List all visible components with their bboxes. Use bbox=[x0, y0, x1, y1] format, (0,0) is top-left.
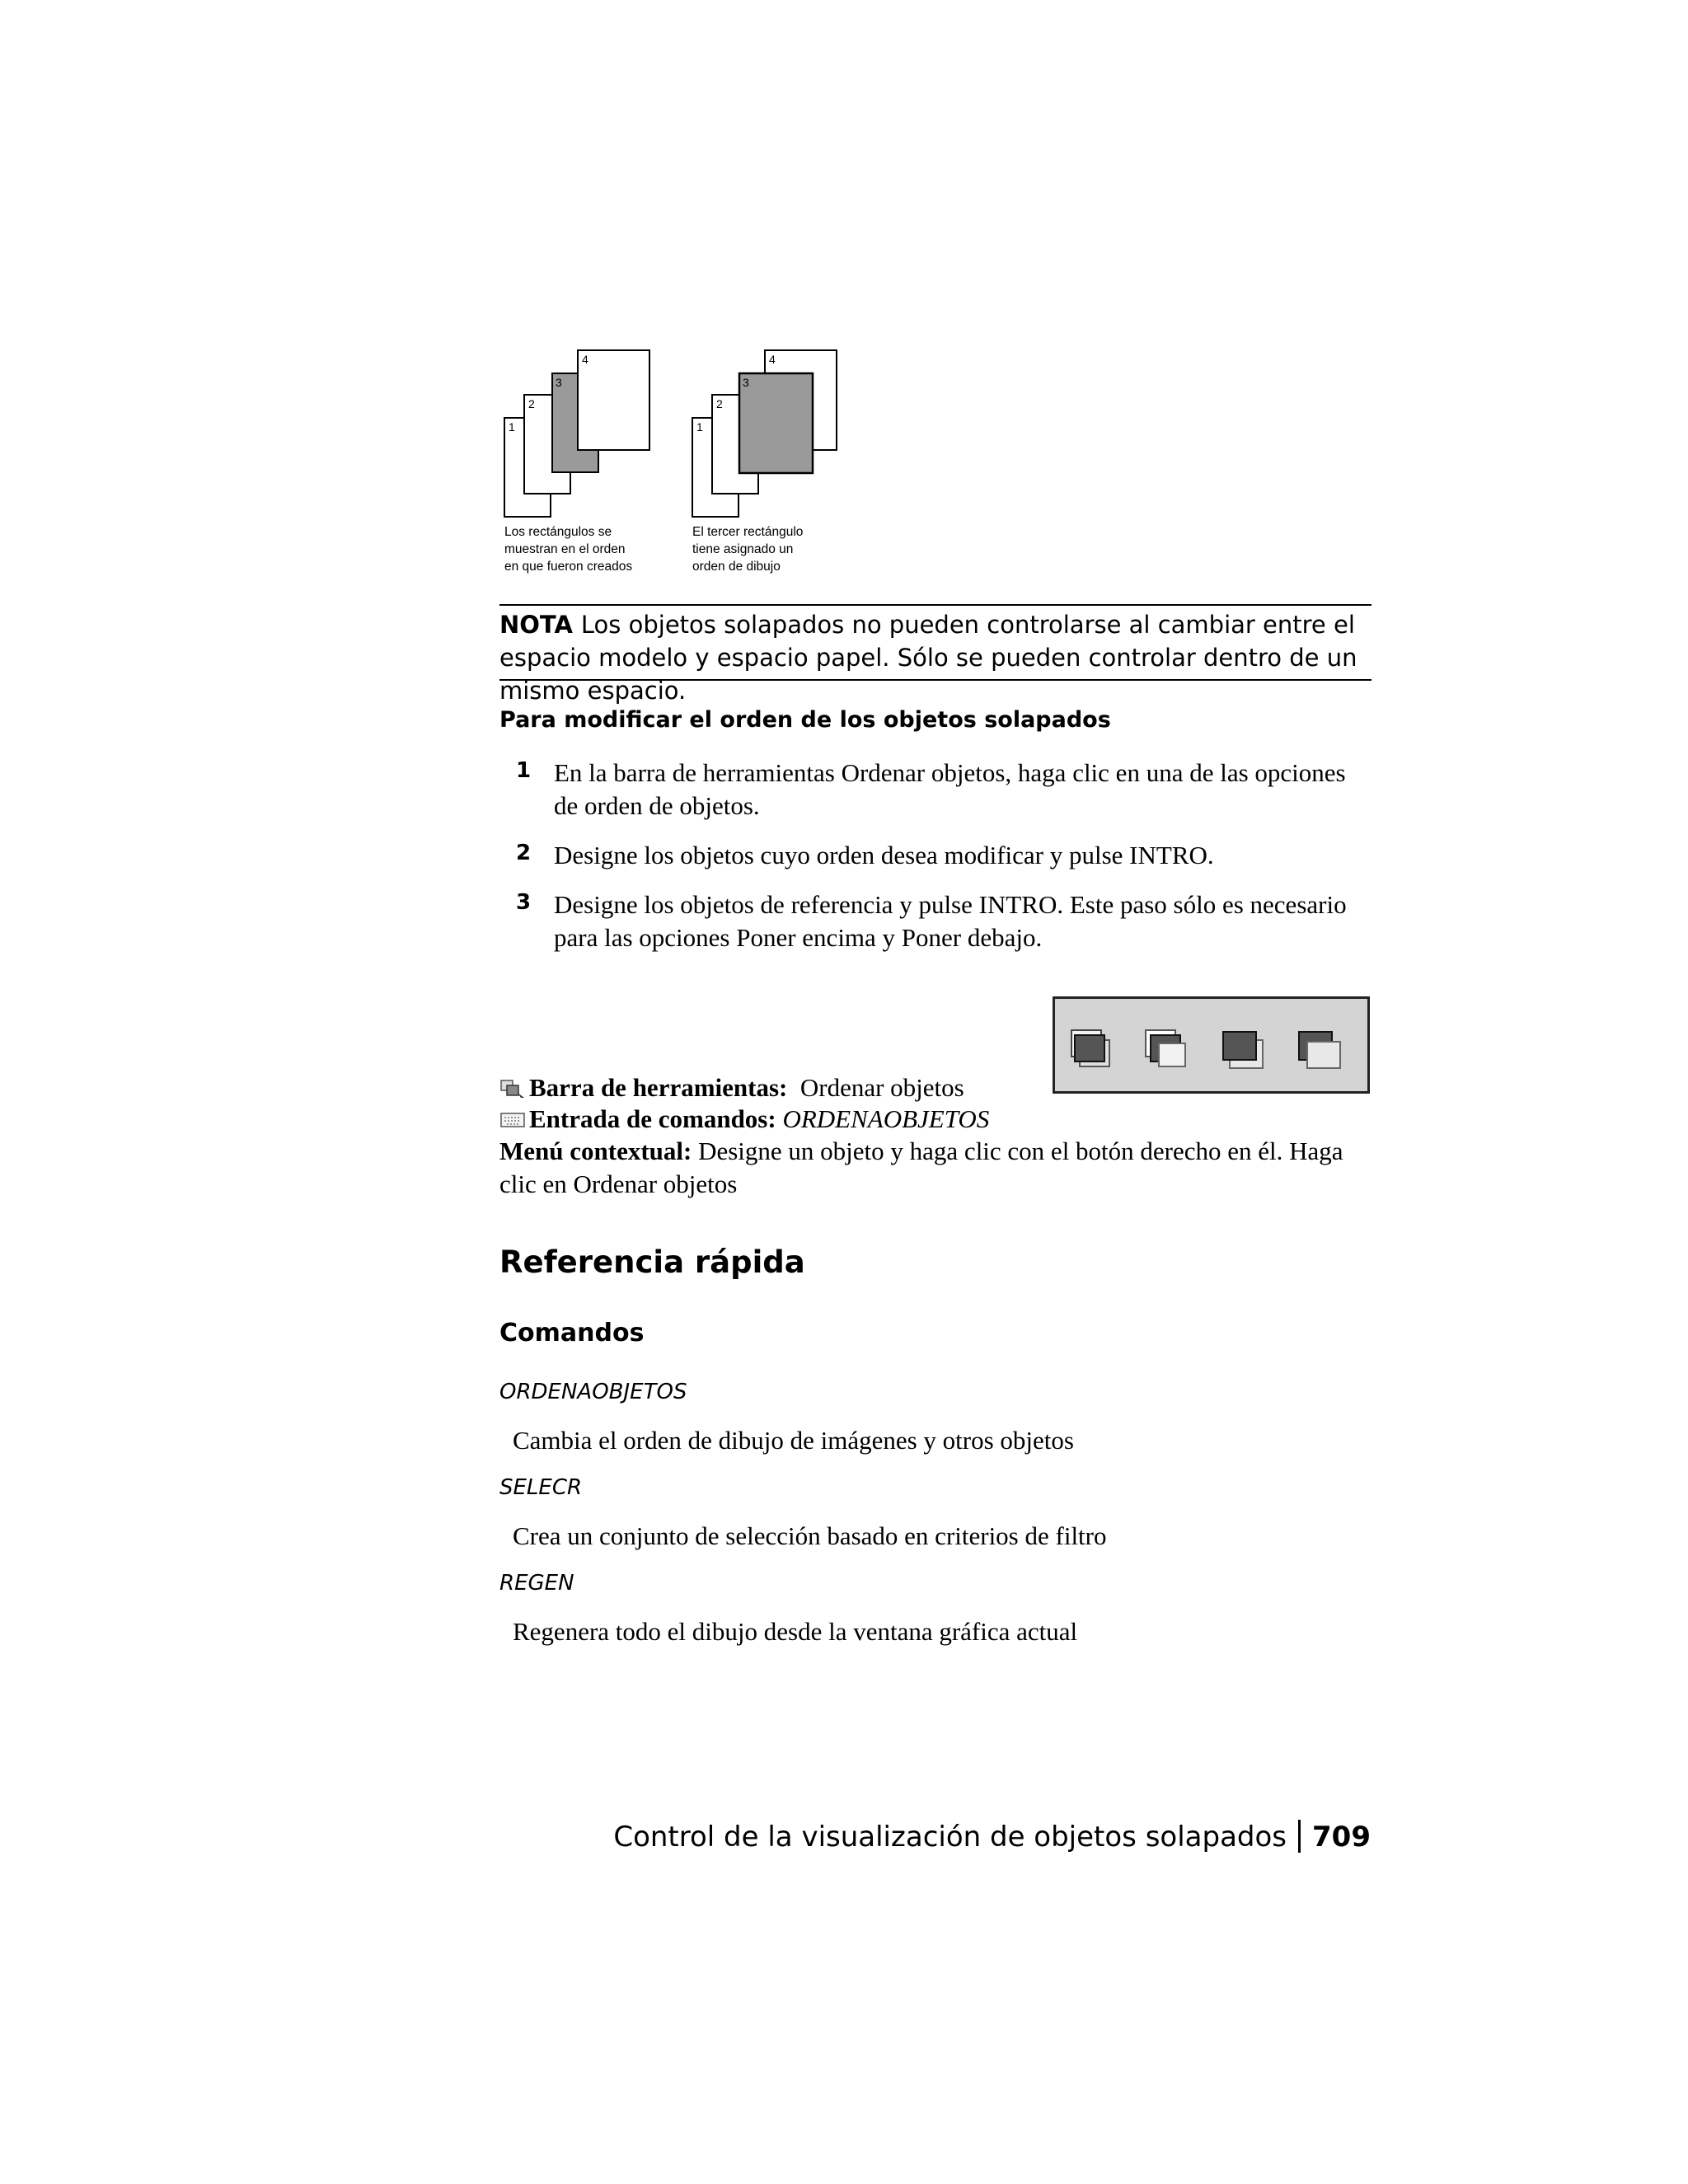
command-name: SELECR bbox=[499, 1475, 583, 1500]
command-description: Cambia el orden de dibujo de imágenes y otros objetos bbox=[513, 1426, 1074, 1455]
keyboard-icon bbox=[499, 1109, 526, 1131]
command-name: REGEN bbox=[499, 1571, 574, 1596]
toolbar-label: Barra de herramientas: bbox=[529, 1073, 788, 1102]
left-num-3: 3 bbox=[556, 376, 562, 389]
left-num-4: 4 bbox=[582, 353, 588, 366]
step-text: En la barra de herramientas Ordenar objetos, haga clic en una de las opciones de orden de objetos. bbox=[554, 758, 1346, 820]
figure-caption-left: Los rectángulos se muestran en el orden en que fueron creados bbox=[504, 525, 633, 574]
right-num-3: 3 bbox=[743, 376, 749, 389]
note-top-rule bbox=[499, 604, 1372, 606]
note-label: NOTA bbox=[499, 611, 573, 639]
figure-caption-right: El tercer rectángulo tiene asignado un orden de dibujo bbox=[692, 525, 804, 574]
draw-order-figure bbox=[495, 342, 874, 589]
commands-title: Comandos bbox=[499, 1319, 645, 1347]
procedure-step bbox=[499, 757, 1373, 823]
footer-title: Control de la visualización de objetos solapados bbox=[613, 1821, 1287, 1854]
toolbar-icon bbox=[499, 1078, 526, 1099]
step-number: 3 bbox=[516, 890, 532, 915]
context-label: Menú contextual: bbox=[499, 1137, 692, 1165]
page-number: 709 bbox=[1312, 1821, 1371, 1854]
right-num-2: 2 bbox=[716, 397, 723, 410]
context-value: Designe un objeto y haga clic con el botón derecho en él. Haga clic en Ordenar objetos bbox=[499, 1137, 1343, 1198]
left-rect-4 bbox=[578, 350, 649, 450]
bring-to-front-icon[interactable] bbox=[1071, 1030, 1109, 1066]
note-text: Los objetos solapados no pueden controlarse al cambiar entre el espacio modelo y espacio papel. Sólo se pueden controlar dentro de un mismo espacio. bbox=[499, 611, 1357, 705]
step-text: Designe los objetos de referencia y pulse INTRO. Este paso sólo es necesario para las opciones Poner encima y Poner debajo. bbox=[554, 890, 1347, 952]
note bbox=[499, 608, 1373, 707]
procedure-step bbox=[499, 888, 1373, 954]
procedure-title: Para modificar el orden de los objetos solapados bbox=[499, 707, 1111, 733]
toolbar-access-line bbox=[499, 1071, 964, 1104]
left-num-2: 2 bbox=[528, 397, 535, 410]
bring-above-objects-icon[interactable] bbox=[1223, 1032, 1263, 1068]
right-rect-stack bbox=[692, 350, 837, 517]
quick-reference-title: Referencia rápida bbox=[499, 1244, 805, 1280]
page-footer bbox=[613, 1820, 1371, 1854]
right-num-4: 4 bbox=[769, 353, 776, 366]
left-num-1: 1 bbox=[509, 420, 515, 434]
command-access-line bbox=[499, 1103, 989, 1136]
step-number: 2 bbox=[516, 841, 532, 865]
draw-order-toolbar bbox=[1053, 996, 1370, 1094]
draw-order-diagram bbox=[495, 342, 874, 527]
left-rect-stack bbox=[504, 350, 649, 517]
command-description: Crea un conjunto de selección basado en criterios de filtro bbox=[513, 1521, 1107, 1550]
send-under-objects-icon[interactable] bbox=[1299, 1032, 1340, 1068]
command-description: Regenera todo el dibujo desde la ventana gráfica actual bbox=[513, 1617, 1078, 1646]
send-to-back-icon[interactable] bbox=[1146, 1030, 1185, 1066]
right-num-1: 1 bbox=[696, 420, 703, 434]
step-text: Designe los objetos cuyo orden desea modificar y pulse INTRO. bbox=[554, 841, 1214, 869]
procedure-step bbox=[499, 839, 1373, 872]
command-value: ORDENAOBJETOS bbox=[782, 1104, 990, 1133]
toolbar-value: Ordenar objetos bbox=[799, 1073, 964, 1102]
step-number: 1 bbox=[516, 758, 532, 783]
context-menu-line bbox=[499, 1135, 1380, 1201]
right-rect-3 bbox=[739, 373, 813, 473]
note-bottom-rule bbox=[499, 679, 1372, 681]
command-label: Entrada de comandos: bbox=[529, 1104, 776, 1133]
command-name: ORDENAOBJETOS bbox=[499, 1380, 687, 1404]
footer-separator bbox=[1298, 1820, 1301, 1853]
